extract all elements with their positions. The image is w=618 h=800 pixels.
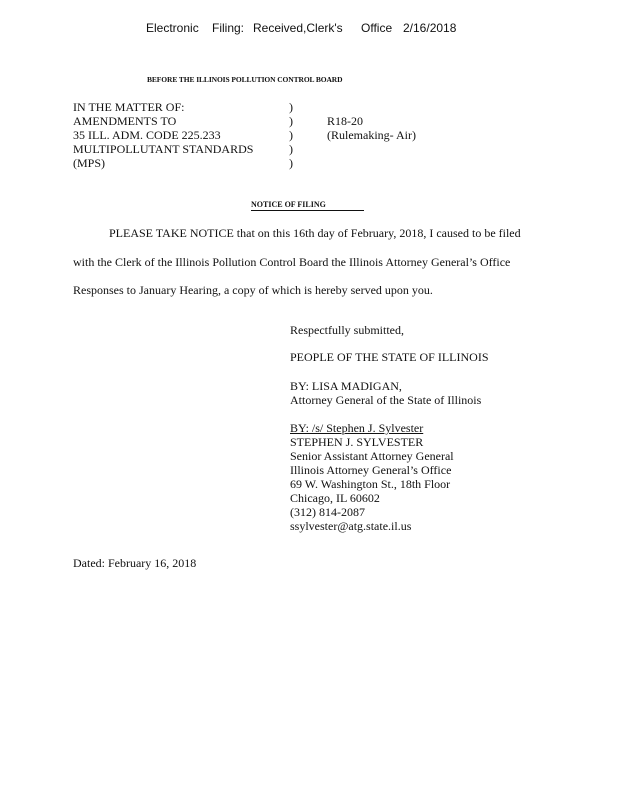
caption-line: (MPS) <box>73 156 106 170</box>
caption-line: 35 ILL. ADM. CODE 225.233 <box>73 128 221 142</box>
closing: Respectfully submitted, <box>290 323 404 337</box>
signer-title: Senior Assistant Attorney General <box>290 449 454 463</box>
notice-underline <box>251 210 364 211</box>
paren: ) <box>289 100 293 114</box>
header-date: 2/16/2018 <box>403 21 457 35</box>
people-of-state: PEOPLE OF THE STATE OF ILLINOIS <box>290 350 489 364</box>
case-number: R18-20 <box>327 114 363 128</box>
signature-by-madigan: BY: LISA MADIGAN, <box>290 379 402 393</box>
case-info <box>327 114 416 142</box>
caption-line: IN THE MATTER OF: <box>73 100 185 114</box>
signer-email[interactable]: ssylvester@atg.state.il.us <box>290 519 412 533</box>
dated-line: Dated: February 16, 2018 <box>73 556 197 570</box>
signer-office: Illinois Attorney General’s Office <box>290 463 452 477</box>
header-filing: Filing: <box>212 21 245 35</box>
signer-street: 69 W. Washington St., 18th Floor <box>290 477 451 491</box>
signature-by-sylvester: BY: /s/ Stephen J. Sylvester <box>290 421 424 435</box>
caption-matter <box>73 100 253 170</box>
caption-line: MULTIPOLLUTANT STANDARDS <box>73 142 254 156</box>
attorney-general-title: Attorney General of the State of Illinois <box>290 393 482 407</box>
paren: ) <box>289 114 293 128</box>
header-office: Office <box>361 21 393 35</box>
case-caption <box>73 100 416 170</box>
body-line-1: PLEASE TAKE NOTICE that on this 16th day of February, 2018, I caused to be filed <box>109 226 521 240</box>
paren: ) <box>289 156 293 170</box>
header-electronic: Electronic <box>146 21 199 35</box>
signer-name: STEPHEN J. SYLVESTER <box>290 435 424 449</box>
notice-title: NOTICE OF FILING <box>251 200 326 209</box>
body-line-3: Responses to January Hearing, a copy of which is hereby served upon you. <box>73 283 433 297</box>
case-type: (Rulemaking- Air) <box>327 128 416 142</box>
signer-city: Chicago, IL 60602 <box>290 491 380 505</box>
paren: ) <box>289 142 293 156</box>
paren: ) <box>289 128 293 142</box>
header-received: Received,Clerk's <box>253 21 343 35</box>
signer-phone: (312) 814-2087 <box>290 505 365 519</box>
caption-line: AMENDMENTS TO <box>73 114 177 128</box>
signature-block <box>290 421 454 533</box>
board-title: BEFORE THE ILLINOIS POLLUTION CONTROL BOARD <box>147 75 343 84</box>
body-line-2: with the Clerk of the Illinois Pollution Control Board the Illinois Attorney General’s Office <box>73 255 511 269</box>
caption-parens <box>289 100 293 170</box>
